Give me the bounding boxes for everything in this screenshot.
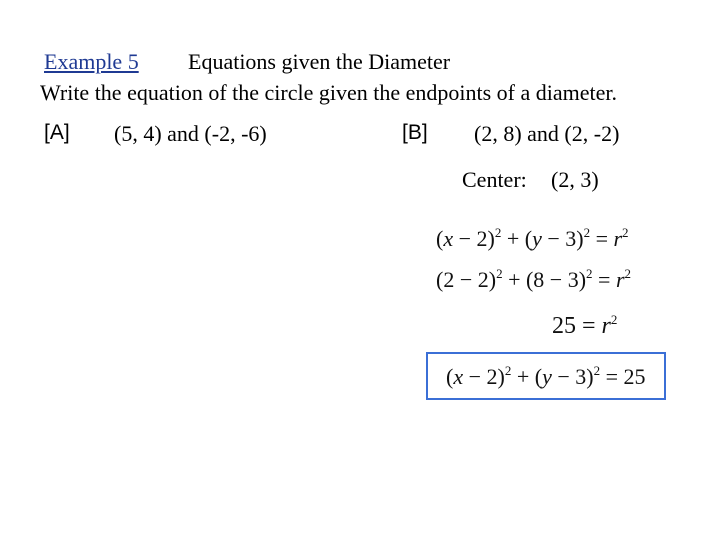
center-value: (2, 3) (551, 167, 599, 192)
problem-b-label: [B] (402, 121, 428, 144)
equation-step-1: $(x - 2)^2 + (y - 3)^2 = r^2$ (436, 225, 629, 251)
page-title: Equations given the Diameter (188, 49, 451, 74)
equation-step-3: $25 = r^2$ (552, 312, 618, 339)
center-label: Center: (462, 167, 527, 192)
answer-equation: $(x - 2)^2 + (y - 3)^2 = 25$ (446, 363, 646, 389)
instruction-text: Write the equation of the circle given the endpoints of a diameter. (40, 80, 618, 105)
problem-a-label: [A] (44, 121, 70, 144)
problem-a-points: (5, 4) and (-2, -6) (114, 121, 267, 146)
example-label[interactable]: Example 5 (44, 49, 139, 74)
problem-b-points: (2, 8) and (2, -2) (474, 121, 620, 146)
equation-step-2: $(2 - 2)^2 + (8 - 3)^2 = r^2$ (436, 266, 632, 292)
